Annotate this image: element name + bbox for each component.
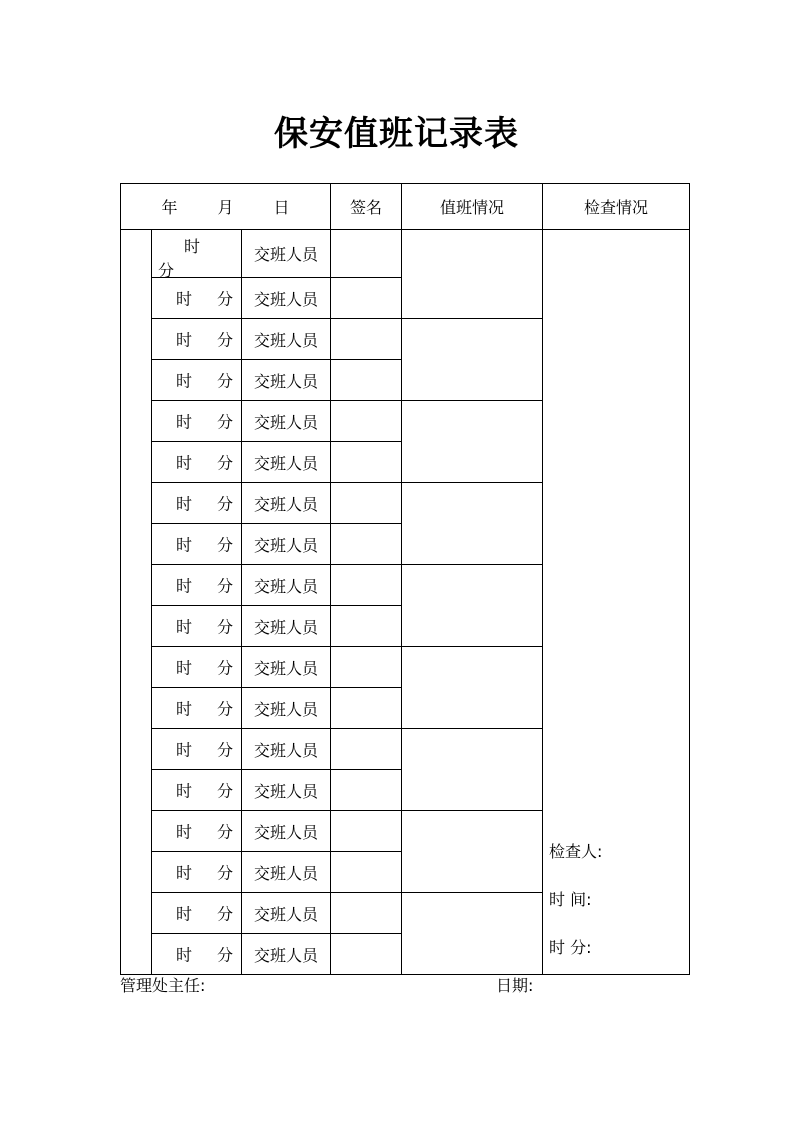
inspector-label: 检查人: — [549, 842, 603, 861]
shift-role-cell: 交班人员 — [242, 524, 331, 565]
year-label: 年 — [161, 198, 178, 217]
minute-label: 分 — [216, 535, 233, 555]
time-cell — [152, 852, 242, 893]
signature-cell[interactable] — [331, 729, 402, 770]
duty-status-cell[interactable] — [402, 729, 543, 811]
minute-label: 分 — [216, 576, 233, 596]
signature-cell[interactable] — [331, 278, 402, 319]
hour-label: 时 — [176, 535, 193, 555]
shift-role-cell: 交班人员 — [242, 442, 331, 483]
duty-log-table — [120, 183, 690, 975]
inspection-signoff — [543, 828, 689, 974]
inspection-status-header: 检查情况 — [543, 184, 690, 230]
time-cell — [152, 893, 242, 934]
time-cell — [152, 483, 242, 524]
signature-cell[interactable] — [331, 852, 402, 893]
hour-label: 时 — [176, 863, 193, 883]
minute-label: 分 — [216, 453, 233, 473]
hour-label: 时 — [176, 412, 193, 432]
inspection-hour-minute-label: 时 分: — [549, 938, 592, 957]
signature-cell[interactable] — [331, 401, 402, 442]
signature-cell[interactable] — [331, 606, 402, 647]
shift-role-cell: 交班人员 — [242, 401, 331, 442]
minute-label: 分 — [216, 904, 233, 924]
hour-label: 时 — [176, 494, 193, 514]
signature-cell[interactable] — [331, 770, 402, 811]
hour-label: 时 — [176, 330, 193, 350]
time-cell — [152, 319, 242, 360]
duty-status-cell[interactable] — [402, 483, 543, 565]
table-header-row — [121, 184, 690, 230]
hour-label: 时 — [176, 945, 193, 965]
hour-label: 时 — [176, 453, 193, 473]
shift-role-cell: 交班人员 — [242, 319, 331, 360]
time-cell — [152, 442, 242, 483]
duty-status-cell[interactable] — [402, 811, 543, 893]
shift-role-cell: 交班人员 — [242, 688, 331, 729]
minute-label: 分 — [216, 781, 233, 801]
hour-label: 时 — [176, 658, 193, 678]
hour-label: 时 — [176, 781, 193, 801]
signature-cell[interactable] — [331, 360, 402, 401]
shift-role-cell: 交班人员 — [242, 934, 331, 975]
time-cell — [152, 606, 242, 647]
signature-cell[interactable] — [331, 934, 402, 975]
minute-label: 分 — [216, 658, 233, 678]
minute-label: 分 — [216, 494, 233, 514]
time-cell — [152, 688, 242, 729]
shift-role-cell: 交班人员 — [242, 647, 331, 688]
day-label: 日 — [273, 198, 290, 217]
minute-label: 分 — [216, 822, 233, 842]
shift-role-cell: 交班人员 — [242, 729, 331, 770]
duty-status-cell[interactable] — [402, 893, 543, 975]
minute-label: 分 — [158, 261, 175, 280]
inspection-time-label: 时 间: — [549, 890, 592, 909]
time-cell — [152, 401, 242, 442]
time-cell — [152, 360, 242, 401]
signature-cell[interactable] — [331, 893, 402, 934]
time-cell — [152, 811, 242, 852]
signature-cell[interactable] — [331, 319, 402, 360]
duty-status-cell[interactable] — [402, 647, 543, 729]
time-cell — [152, 524, 242, 565]
signature-cell[interactable] — [331, 688, 402, 729]
duty-status-cell[interactable] — [402, 401, 543, 483]
minute-label: 分 — [216, 617, 233, 637]
shift-role-cell: 交班人员 — [242, 770, 331, 811]
duty-status-cell[interactable] — [402, 319, 543, 401]
minute-label: 分 — [216, 330, 233, 350]
shift-role-cell: 交班人员 — [242, 811, 331, 852]
signature-cell[interactable] — [331, 442, 402, 483]
shift-role-cell: 交班人员 — [242, 565, 331, 606]
signature-cell[interactable] — [331, 230, 402, 278]
shift-role-cell: 交班人员 — [242, 230, 331, 278]
inspection-cell[interactable] — [543, 230, 690, 975]
hour-label: 时 — [176, 371, 193, 391]
month-label: 月 — [217, 198, 234, 217]
hour-label: 时 — [176, 740, 193, 760]
signature-header: 签名 — [331, 184, 402, 230]
duty-status-cell[interactable] — [402, 565, 543, 647]
time-cell — [152, 565, 242, 606]
minute-label: 分 — [216, 740, 233, 760]
minute-label: 分 — [216, 412, 233, 432]
hour-label: 时 — [176, 617, 193, 637]
table-row — [121, 230, 690, 278]
page-title: 保安值班记录表 — [274, 114, 519, 154]
duty-status-cell[interactable] — [402, 230, 543, 319]
signature-cell[interactable] — [331, 811, 402, 852]
manager-label: 管理处主任: — [120, 976, 206, 995]
hour-label: 时 — [176, 576, 193, 596]
signature-cell[interactable] — [331, 483, 402, 524]
signature-cell[interactable] — [331, 647, 402, 688]
shift-role-cell: 交班人员 — [242, 483, 331, 524]
date-header-cell — [121, 184, 331, 230]
time-cell — [152, 934, 242, 975]
time-cell — [152, 647, 242, 688]
shift-role-cell: 交班人员 — [242, 278, 331, 319]
minute-label: 分 — [216, 289, 233, 309]
shift-role-cell: 交班人员 — [242, 360, 331, 401]
hour-label: 时 — [176, 904, 193, 924]
signature-cell[interactable] — [331, 565, 402, 606]
shift-role-cell: 交班人员 — [242, 893, 331, 934]
minute-label: 分 — [216, 699, 233, 719]
hour-label: 时 — [176, 822, 193, 842]
hour-label: 时 — [176, 699, 193, 719]
time-cell — [152, 278, 242, 319]
hour-label: 时 — [176, 289, 193, 309]
signature-cell[interactable] — [331, 524, 402, 565]
minute-label: 分 — [216, 863, 233, 883]
minute-label: 分 — [216, 371, 233, 391]
time-cell — [152, 770, 242, 811]
shift-role-cell: 交班人员 — [242, 606, 331, 647]
time-cell — [152, 729, 242, 770]
left-margin-cell — [121, 230, 152, 975]
time-cell — [152, 230, 242, 278]
minute-label: 分 — [216, 945, 233, 965]
duty-status-header: 值班情况 — [402, 184, 543, 230]
date-label: 日期: — [496, 976, 534, 995]
hour-label: 时 — [184, 237, 201, 256]
shift-role-cell: 交班人员 — [242, 852, 331, 893]
